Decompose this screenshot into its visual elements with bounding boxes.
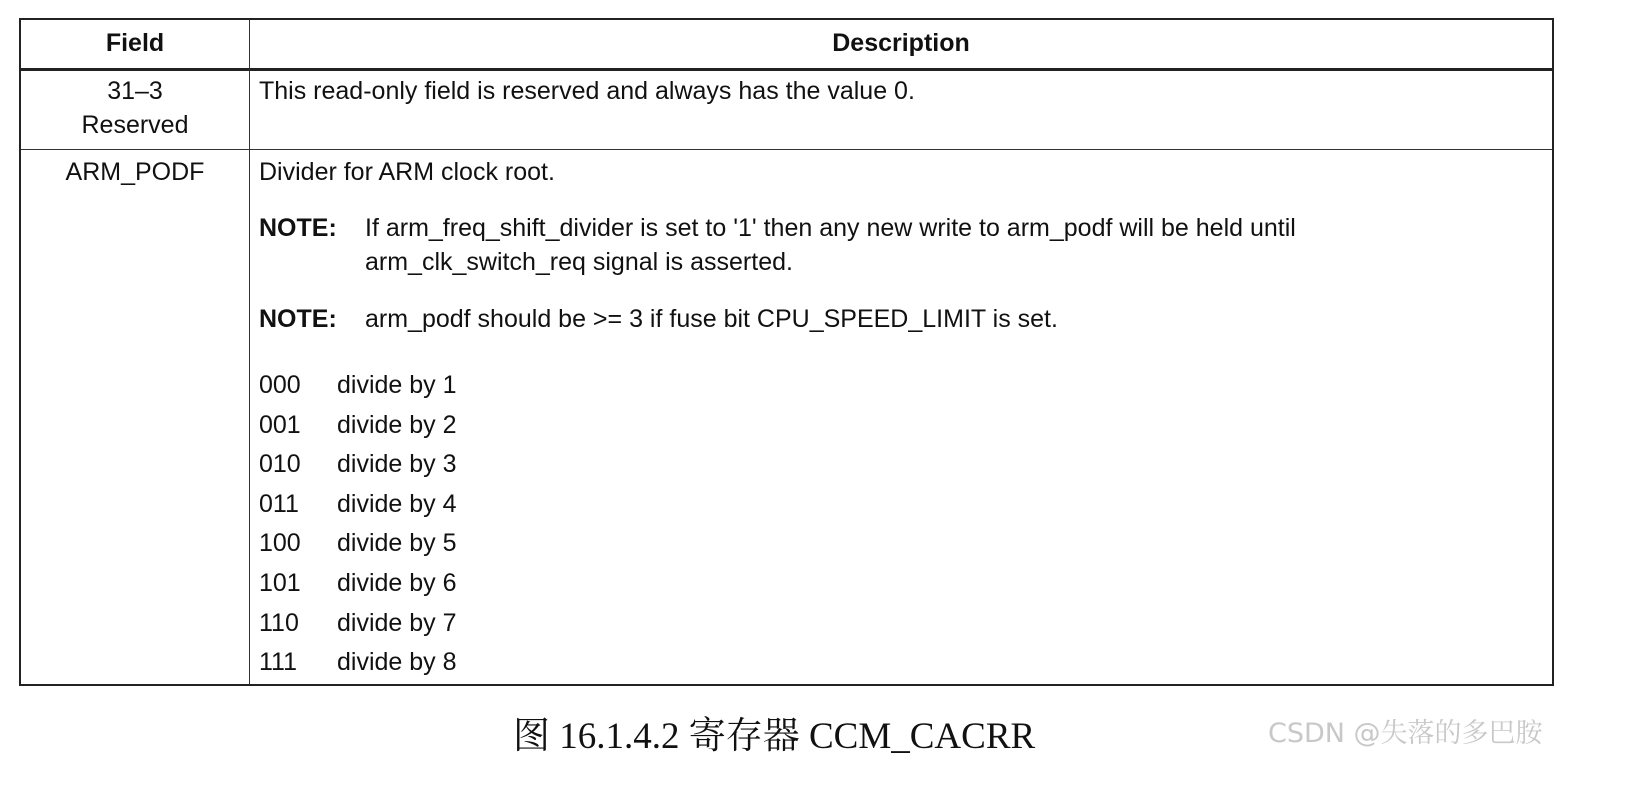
header-description: Description xyxy=(832,29,970,57)
value-meaning: divide by 3 xyxy=(337,450,457,479)
value-code: 111 xyxy=(259,648,298,677)
table-row-reserved xyxy=(21,69,1552,150)
value-row xyxy=(259,485,1552,525)
value-meaning: divide by 8 xyxy=(337,648,457,677)
field-name: ARM_PODF xyxy=(65,158,205,186)
value-row xyxy=(259,366,1552,406)
note-line: If arm_freq_shift_divider is set to '1' then any new write to arm_podf will be held until xyxy=(365,214,1296,242)
value-row xyxy=(259,604,1552,644)
table-row-arm-podf xyxy=(21,150,1552,684)
value-meaning: divide by 7 xyxy=(337,608,457,637)
value-row xyxy=(259,406,1552,446)
header-field: Field xyxy=(21,20,250,68)
value-row xyxy=(259,445,1552,485)
value-code: 100 xyxy=(259,529,301,558)
divider-value-list xyxy=(259,366,1552,683)
field-bits: 31–3 xyxy=(107,77,163,105)
note-label: NOTE: xyxy=(259,305,337,333)
note-block xyxy=(259,302,1552,336)
field-cell-reserved xyxy=(21,69,250,149)
note-line: arm_clk_switch_req signal is asserted. xyxy=(365,248,793,276)
description-text: Divider for ARM clock root. xyxy=(259,158,555,186)
value-row xyxy=(259,564,1552,604)
value-meaning: divide by 4 xyxy=(337,489,457,518)
register-table xyxy=(19,18,1554,686)
value-meaning: divide by 6 xyxy=(337,568,457,597)
value-code: 110 xyxy=(259,608,299,637)
table-header-row xyxy=(21,20,1552,71)
note-text xyxy=(365,211,1552,279)
figure-caption: 图 16.1.4.2 寄存器 CCM_CACRR xyxy=(513,716,1036,757)
note-label: NOTE: xyxy=(259,214,337,242)
value-meaning: divide by 5 xyxy=(337,529,457,558)
value-meaning: divide by 2 xyxy=(337,410,457,439)
value-code: 001 xyxy=(259,410,301,439)
value-code: 000 xyxy=(259,371,301,399)
watermark: CSDN @失落的多巴胺 xyxy=(1268,718,1543,749)
description-cell-reserved xyxy=(250,69,1552,149)
value-row xyxy=(259,524,1552,564)
description-text: This read-only field is reserved and always has the value 0. xyxy=(259,77,915,105)
value-code: 010 xyxy=(259,450,301,479)
field-cell-arm-podf xyxy=(21,150,250,684)
note-block xyxy=(259,211,1552,279)
field-name: Reserved xyxy=(81,111,189,139)
value-row xyxy=(259,643,1552,683)
value-code: 101 xyxy=(259,568,301,597)
value-meaning: divide by 1 xyxy=(337,371,457,399)
description-cell-arm-podf xyxy=(250,150,1552,684)
value-code: 011 xyxy=(259,489,299,518)
note-text xyxy=(365,302,1552,336)
note-line: arm_podf should be >= 3 if fuse bit CPU_SPEED_LIMIT is set. xyxy=(365,305,1058,333)
